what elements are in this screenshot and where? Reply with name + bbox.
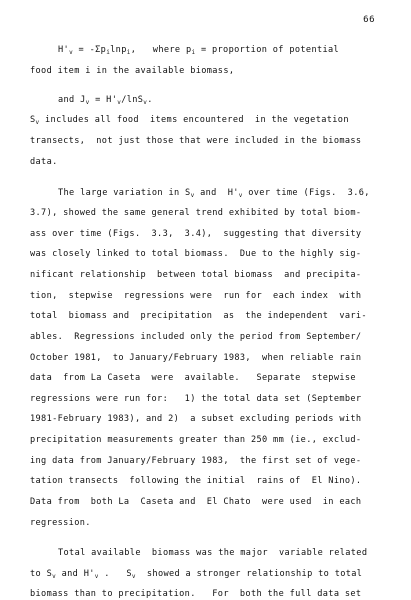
text-line: food item i in the available biomass, [30,66,235,76]
text-line: nificant relationship between total biomass and precipita- [30,270,362,280]
text-line: $S_v$ includes all food items encountered in the vegetation [30,115,349,126]
text-line: ing data from January/February 1983, the first set of vege- [30,456,362,466]
text-line: Data from both La Caseta and El Chato were used in each [30,497,362,507]
text-line: data. [30,157,58,167]
formula-shannon-diversity: $H'_v = -\Sigma p_i\ln p_i$, where $p_i$ = proportion of potential [58,45,340,56]
page-number: 66 [363,15,375,25]
text-line: ables. Regressions included only the period from September/ [30,332,362,342]
paragraph-start: Total available biomass was the major variable related [58,548,368,558]
text-line: to $S_v$ and $H'_v$ . $S_v$ showed a stronger relationship to total [30,569,363,580]
text-line: total biomass and precipitation as the independent vari- [30,311,367,321]
text-line: regression. [30,518,91,528]
text-line: data from La Caseta were available. Separate stepwise [30,373,356,383]
text-line: October 1981, to January/February 1983, when reliable rain [30,353,362,363]
text-line: 3.7), showed the same general trend exhibited by total biom- [30,208,362,218]
text-line: precipitation measurements greater than 250 mm (ie., exclud- [30,435,362,445]
paragraph-start: The large variation in $S_v$ and $H'_v$ over time (Figs. 3.6, [58,188,370,199]
text-line: tation transects following the initial rains of El Nino). [30,476,362,486]
text-line: transects, not just those that were included in the biomass [30,136,362,146]
text-line: was closely linked to total biomass. Due to the highly sig- [30,249,362,259]
text-line: ass over time (Figs. 3.3, 3.4), suggesting that diversity [30,229,362,239]
formula-evenness: and $J_v = H'_v/\ln S_v$. [58,95,153,106]
text-line: tion, stepwise regressions were run for each index with [30,291,362,301]
text-line: biomass than to precipitation. For both the full data set [30,589,362,599]
text-line: regressions were run for: 1) the total data set (September [30,394,362,404]
text-line: 1981-February 1983), and 2) a subset excluding periods with [30,414,362,424]
